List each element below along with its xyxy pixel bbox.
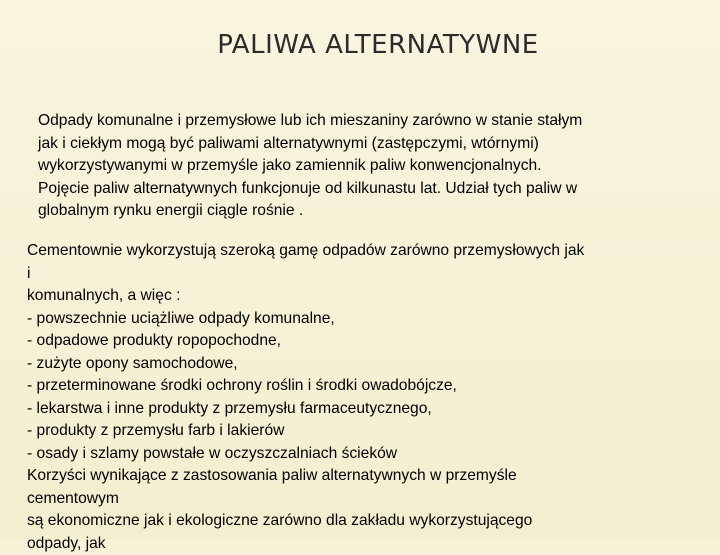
body-line: Korzyści wynikające z zastosowania paliw alternatywnych w przemyśle — [27, 465, 707, 488]
body-line: Cementownie wykorzystują szeroką gamę odpadów zarówno przemysłowych jak — [27, 240, 707, 263]
body-line: są ekonomiczne jak i ekologiczne zarówno dla zakładu wykorzystującego — [27, 510, 707, 533]
list-item: - zużyte opony samochodowe, — [27, 353, 707, 376]
body-line: i — [27, 263, 707, 286]
waste-list-text — [27, 240, 707, 555]
body-line: komunalnych, a więc : — [27, 285, 707, 308]
list-item: - powszechnie uciążliwe odpady komunalne, — [27, 308, 707, 331]
list-item: - lekarstwa i inne produkty z przemysłu farmaceutycznego, — [27, 398, 707, 421]
paragraph-line: Pojęcie paliw alternatywnych funkcjonuje od kilkunastu lat. Udział tych paliw w — [38, 178, 688, 201]
list-item: - osady i szlamy powstałe w oczyszczalniach ścieków — [27, 443, 707, 466]
list-item: - produkty z przemysłu farb i lakierów — [27, 420, 707, 443]
body-line: cementowym — [27, 488, 707, 511]
paragraph-line: wykorzystywanymi w przemyśle jako zamiennik paliw konwencjonalnych. — [38, 155, 688, 178]
paragraph-line: Odpady komunalne i przemysłowe lub ich mieszaniny zarówno w stanie stałym — [38, 110, 688, 133]
paragraph-line: jak i ciekłym mogą być paliwami alternatywnymi (zastępczymi, wtórnymi) — [38, 133, 688, 156]
body-line: odpady, jak — [27, 533, 707, 555]
paragraph-line: globalnym rynku energii ciągle rośnie . — [38, 200, 688, 223]
list-item: - przeterminowane środki ochrony roślin i środki owadobójcze, — [27, 375, 707, 398]
slide-title: PALIWA ALTERNATYWNE — [0, 30, 720, 60]
list-item: - odpadowe produkty ropopochodne, — [27, 330, 707, 353]
intro-paragraph — [38, 110, 688, 223]
